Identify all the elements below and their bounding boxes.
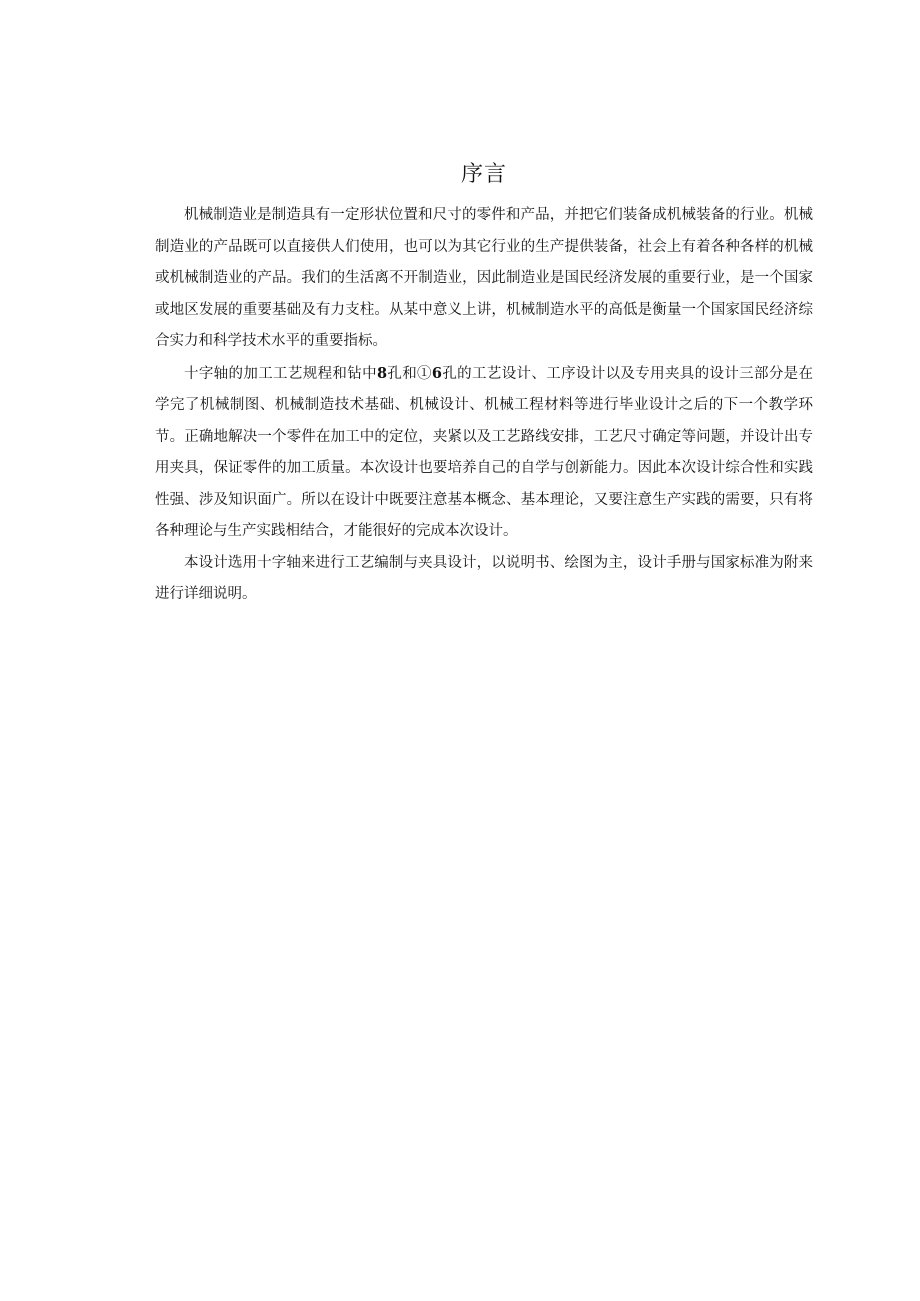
- paragraph-3: [155, 548, 813, 611]
- paragraph-2-text-a: 十字轴的加工工艺规程和钻中: [184, 365, 377, 382]
- paragraph-2: [155, 358, 813, 548]
- paragraph-2-text-c: 孔的工艺设计、工序设计以及专用夹具的设计三部分是在学完了机械制图、机械制造技术基础、机械设计、机械工程材料等进行毕业设计之后的下一个教学环节。正确地解决一个零件在加工中的定位，夹紧以及工艺路线安排，工艺尺寸确定等问题，并设计出专用夹具，保证零件的加工质量。本次设计也要培养自己的自学与创新能力。因此本次设计综合性和实践性强、涉及知识面广。所以在设计中既要注意基本概念、基本理论，又要注意生产实践的需要，只有将各种理论与生产实践相结合，才能很好的完成本次设计。: [155, 365, 814, 539]
- document-title: 序言: [460, 162, 507, 187]
- paragraph-1: [155, 200, 813, 358]
- paragraph-3-text: 本设计选用十字轴来进行工艺编制与夹具设计，以说明书、绘图为主，设计手册与国家标准为附来进行详细说明。: [155, 554, 813, 602]
- hole-diameter-8: 8: [376, 364, 388, 382]
- paragraph-1-text: 机械制造业是制造具有一定形状位置和尺寸的零件和产品，并把它们装备成机械装备的行业。机械制造业的产品既可以直接供人们使用，也可以为其它行业的生产提供装备，社会上有着各种各样的机械或机械制造业的产品。我们的生活离不开制造业，因此制造业是国民经济发展的重要行业，是一个国家或地区发展的重要基础及有力支柱。从某中意义上讲，机械制造水平的高低是衡量一个国家国民经济综合实力和科学技术水平的重要指标。: [155, 207, 813, 349]
- paragraph-2-text-b: 孔和①: [387, 365, 432, 382]
- hole-diameter-6: 6: [431, 364, 442, 382]
